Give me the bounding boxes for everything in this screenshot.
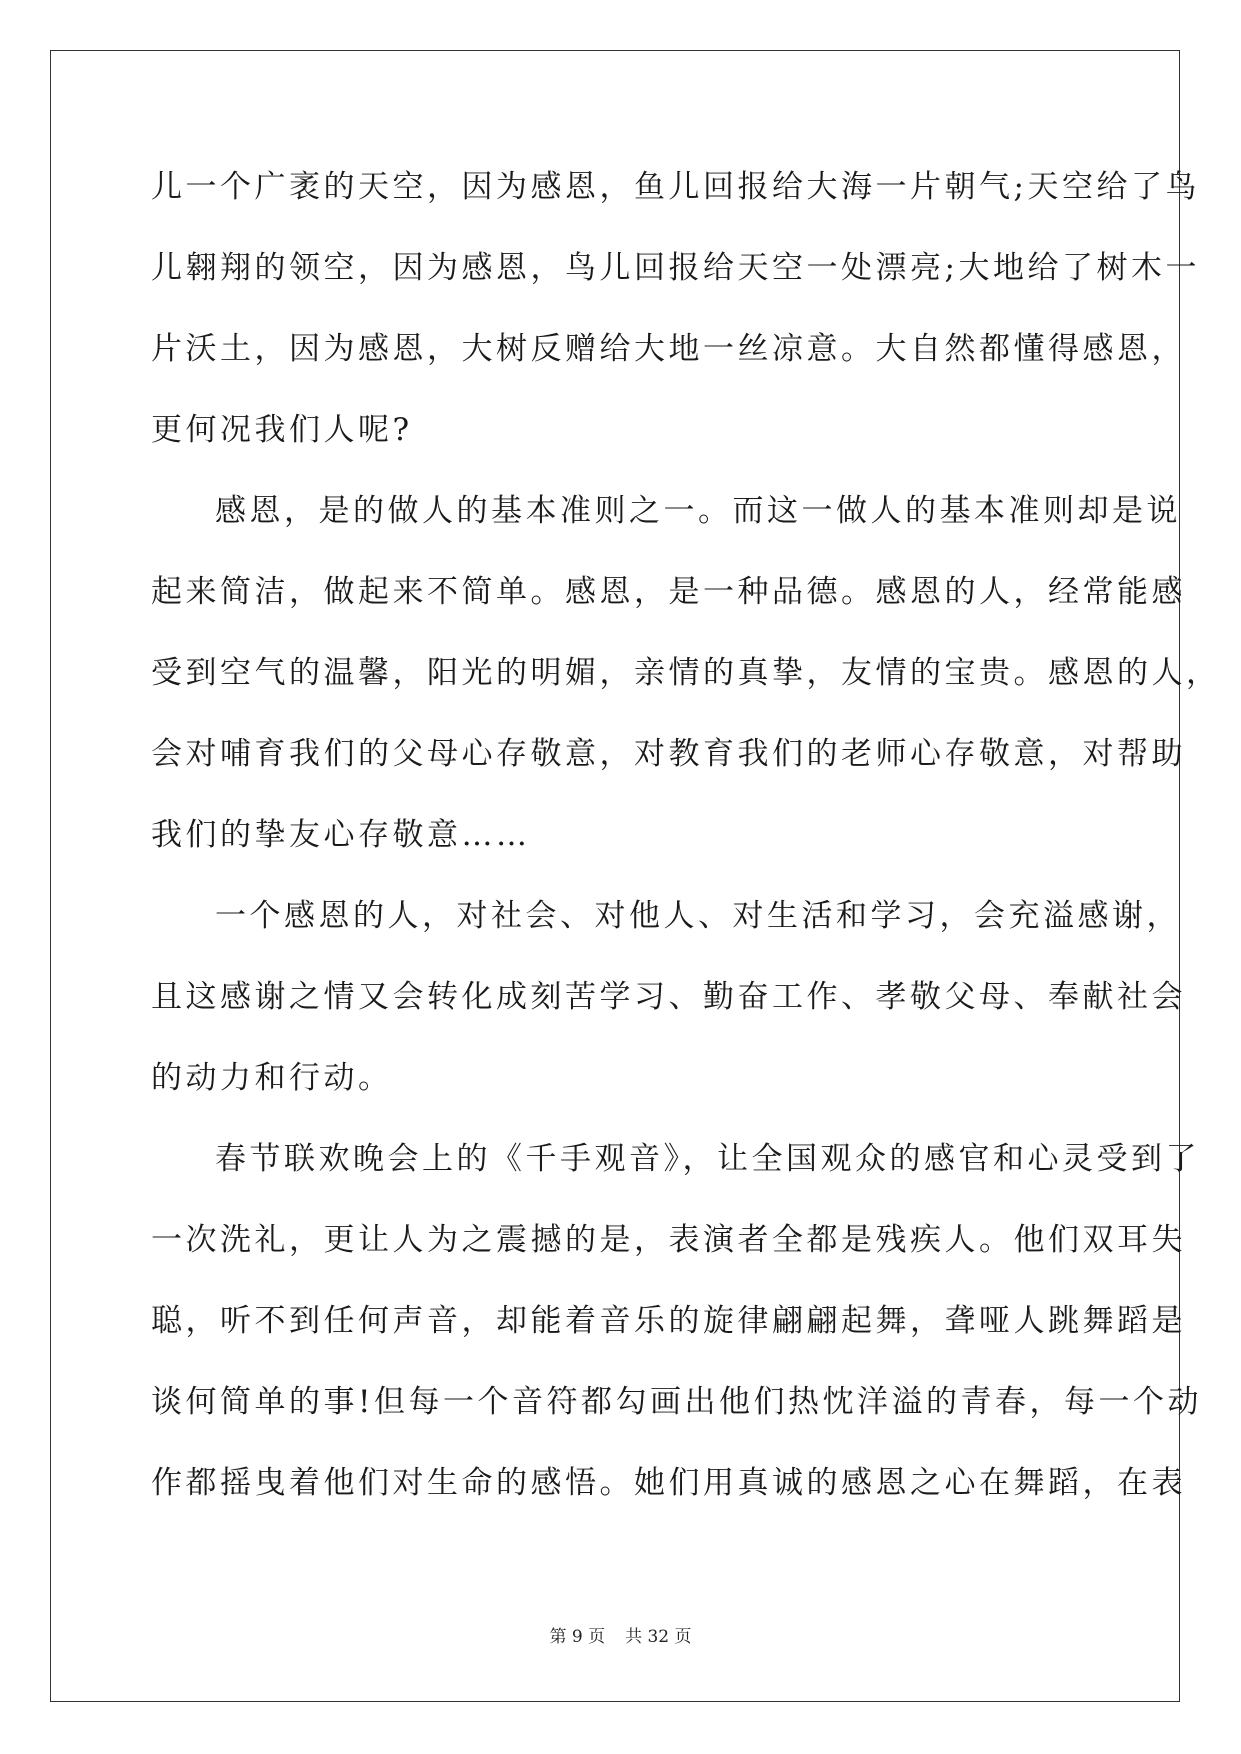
text-line: 的动力和行动。: [151, 1060, 393, 1096]
paragraph-first-line: 一个感恩的人，对社会、对他人、对生活和学习，会充溢感谢，: [215, 898, 1181, 934]
page-number: 第 9 页: [549, 1627, 606, 1647]
page-footer: [0, 1622, 1241, 1647]
text-line: 一次洗礼，更让人为之震撼的是，表演者全都是残疾人。他们双耳失: [151, 1222, 1186, 1258]
text-line: 起来简洁，做起来不简单。感恩，是一种品德。感恩的人，经常能感: [151, 574, 1186, 610]
text-line: 且这感谢之情又会转化成刻苦学习、勤奋工作、孝敬父母、奉献社会: [151, 979, 1186, 1015]
paragraph-first-line: 感恩，是的做人的基本准则之一。而这一做人的基本准则却是说: [215, 493, 1181, 529]
text-line: 更何况我们人呢?: [151, 412, 413, 448]
text-line: 我们的挚友心存敬意……: [151, 817, 531, 853]
text-line: 片沃土，因为感恩，大树反赠给大地一丝凉意。大自然都懂得感恩，: [151, 331, 1186, 367]
text-line: 作都摇曳着他们对生命的感悟。她们用真诚的感恩之心在舞蹈，在表: [151, 1465, 1186, 1501]
document-body: [151, 147, 1221, 1524]
total-pages: 共 32 页: [625, 1627, 692, 1647]
text-line: 受到空气的温馨，阳光的明媚，亲情的真挚，友情的宝贵。感恩的人，: [151, 655, 1221, 691]
text-line: 聪，听不到任何声音，却能着音乐的旋律翩翩起舞，聋哑人跳舞蹈是: [151, 1303, 1186, 1339]
text-line: 儿一个广袤的天空，因为感恩，鱼儿回报给大海一片朝气;天空给了鸟: [151, 169, 1200, 205]
text-line: 会对哺育我们的父母心存敬意，对教育我们的老师心存敬意，对帮助: [151, 736, 1186, 772]
paragraph-first-line: 春节联欢晚会上的《千手观音》，让全国观众的感官和心灵受到了: [215, 1141, 1200, 1177]
text-line: 儿翱翔的领空，因为感恩，鸟儿回报给天空一处漂亮;大地给了树木一: [151, 250, 1200, 286]
text-line: 谈何简单的事!但每一个音符都勾画出他们热忱洋溢的青春，每一个动: [151, 1384, 1202, 1420]
